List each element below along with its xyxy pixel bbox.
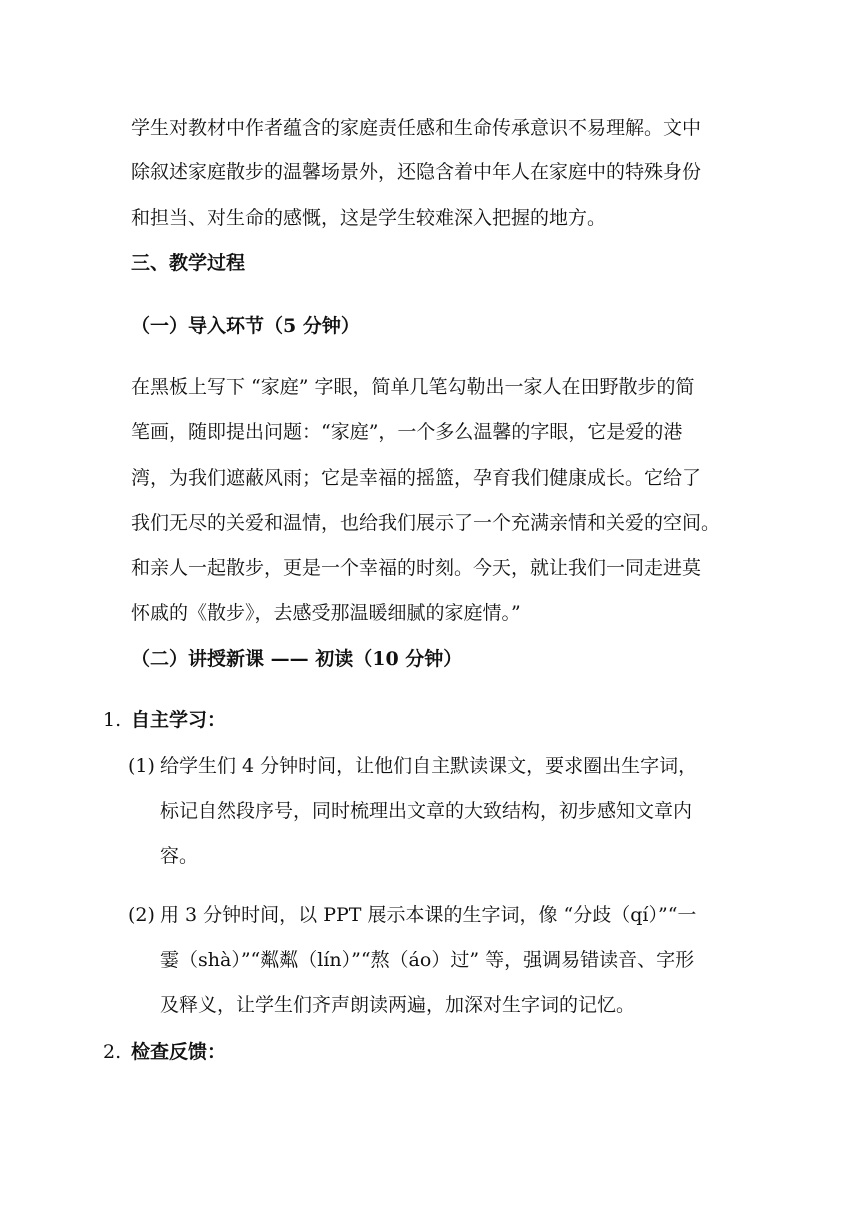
body-text-line: 学生对教材中作者蕴含的家庭责任感和生命传承意识不易理解。文中: [131, 117, 702, 139]
sublist-number: (1): [128, 755, 155, 777]
list-item-title: 检查反馈：: [131, 1041, 227, 1063]
body-text-line: 用 3 分钟时间，以 PPT 展示本课的生字词，像 “分歧（qí）”“一: [160, 904, 697, 926]
body-text-line: 标记自然段序号，同时梳理出文章的大致结构，初步感知文章内: [160, 800, 693, 822]
body-text-line: 给学生们 4 分钟时间，让他们自主默读课文，要求圈出生字词，: [160, 755, 698, 777]
body-text-line: 在黑板上写下 “家庭” 字眼，简单几笔勾勒出一家人在田野散步的简: [131, 376, 695, 398]
body-text-line: 怀戚的《散步》，去感受那温暖细腻的家庭情。”: [131, 602, 521, 624]
body-text-line: 湾，为我们遮蔽风雨；它是幸福的摇篮，孕育我们健康成长。它给了: [131, 467, 702, 489]
subsection-heading: （一）导入环节（5 分钟）: [131, 315, 360, 337]
body-text-line: 和担当、对生命的感慨，这是学生较难深入把握的地方。: [131, 207, 607, 229]
body-text-line: 笔画，随即提出问题：“家庭”，一个多么温馨的字眼，它是爱的港: [131, 421, 683, 443]
list-number: 2.: [103, 1041, 122, 1063]
body-text-line: 容。: [160, 845, 199, 867]
subsection-heading: （二）讲授新课 —— 初读（10 分钟）: [131, 648, 463, 670]
list-item-title: 自主学习：: [131, 709, 227, 731]
body-text-line: 我们无尽的关爱和温情，也给我们展示了一个充满亲情和关爱的空间。: [131, 512, 721, 534]
body-text-line: 除叙述家庭散步的温馨场景外，还隐含着中年人在家庭中的特殊身份: [131, 161, 702, 183]
list-number: 1.: [103, 709, 122, 731]
body-text-line: 和亲人一起散步，更是一个幸福的时刻。今天，就让我们一同走进莫: [131, 557, 702, 579]
body-text-line: 霎（shà）”“粼粼（lín）”“熬（áo）过” 等，强调易错读音、字形: [160, 949, 695, 971]
sublist-number: (2): [128, 904, 155, 926]
body-text-line: 及释义，让学生们齐声朗读两遍，加深对生字词的记忆。: [160, 994, 636, 1016]
section-heading: 三、教学过程: [131, 252, 246, 274]
